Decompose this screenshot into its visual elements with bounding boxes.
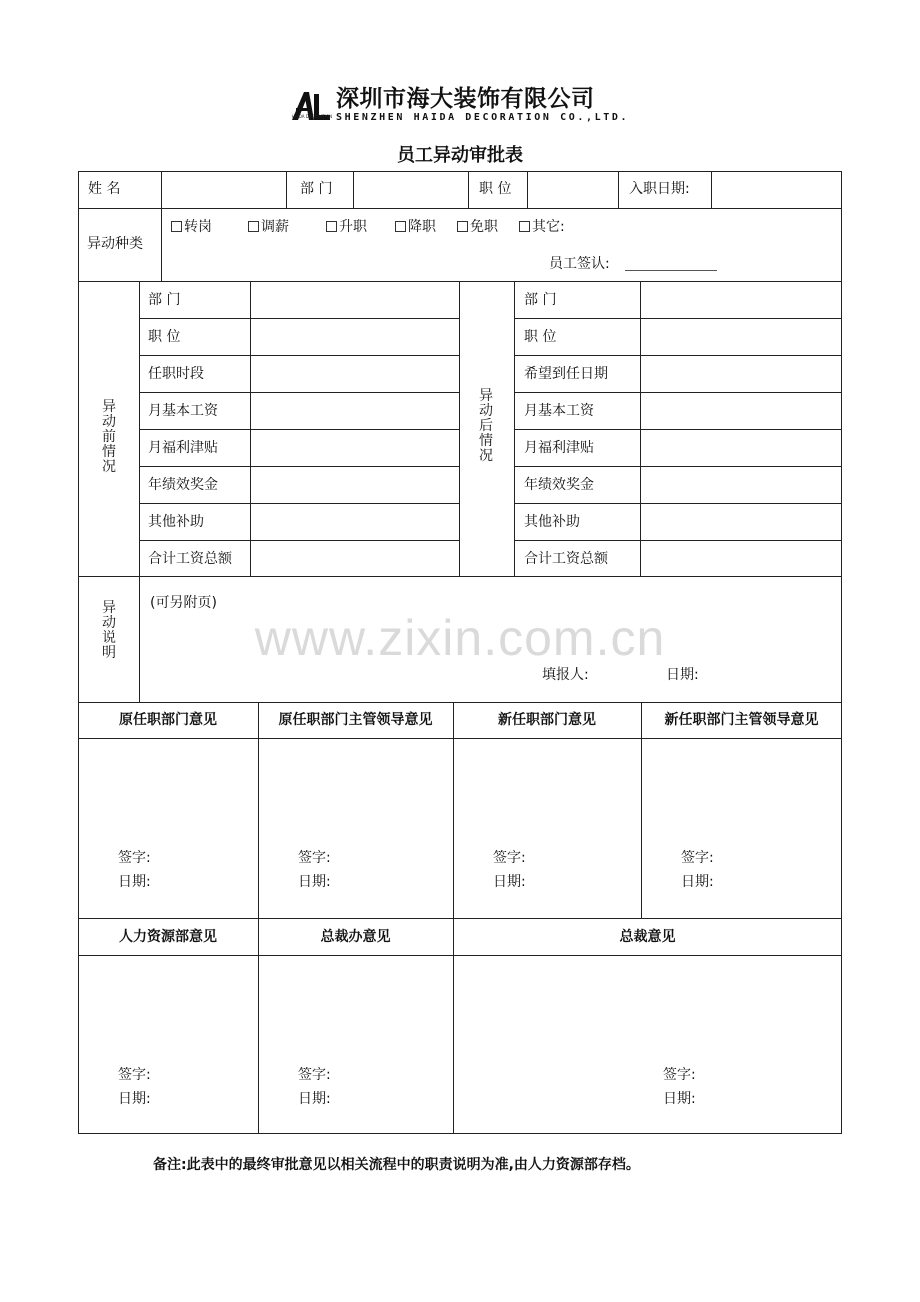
- row-line: [514, 466, 842, 467]
- row-line: [514, 503, 842, 504]
- watermark: www.zixin.com.cn: [254, 610, 666, 666]
- before-field-base-salary: 月基本工资: [148, 403, 218, 419]
- orig-dept-leader-opinion-header: 原任职部门主管领导意见: [278, 712, 433, 728]
- row-line: [78, 918, 842, 919]
- explanation-label: 异动说明: [102, 600, 116, 661]
- join-date-input[interactable]: [713, 179, 838, 199]
- employee-sign-label: 员工签认:: [549, 256, 610, 272]
- option-demotion[interactable]: [395, 217, 436, 237]
- option-label: 调薪: [261, 219, 289, 235]
- row-line: [139, 318, 459, 319]
- border-bottom: [78, 1133, 842, 1134]
- col-line: [618, 171, 619, 208]
- option-label: 转岗: [184, 219, 212, 235]
- checkbox-icon[interactable]: [519, 221, 530, 232]
- row-line: [139, 392, 459, 393]
- company-name-cn: 深圳市海大装饰有限公司: [336, 86, 595, 112]
- date-label: 日期:: [118, 874, 151, 890]
- date-label: 日期:: [663, 1091, 696, 1107]
- row-line: [514, 540, 842, 541]
- col-line: [286, 171, 287, 208]
- row-line: [139, 355, 459, 356]
- checkbox-icon[interactable]: [457, 221, 468, 232]
- sign-label: 签字:: [298, 850, 331, 866]
- after-field-position: 职 位: [524, 329, 557, 345]
- row-line: [139, 540, 459, 541]
- position-label: 职 位: [479, 181, 512, 197]
- col-line: [353, 171, 354, 208]
- col-line: [258, 702, 259, 1134]
- option-label: 升职: [339, 219, 367, 235]
- option-label: 其它:: [532, 219, 565, 235]
- reporter-label: 填报人:: [542, 667, 589, 683]
- president-opinion-header: 总裁意见: [619, 929, 676, 945]
- option-other[interactable]: [519, 217, 565, 237]
- option-salary-adjust[interactable]: [248, 217, 289, 237]
- col-line: [527, 171, 528, 208]
- col-line: [711, 171, 712, 208]
- join-date-label: 入职日期:: [629, 181, 690, 197]
- row-line: [78, 208, 842, 209]
- border-top: [78, 171, 842, 172]
- footnote: 备注:此表中的最终审批意见以相关流程中的职责说明为准,由人力资源部存档。: [153, 1157, 640, 1173]
- name-label: 姓 名: [88, 181, 121, 197]
- dept-label: 部 门: [300, 181, 333, 197]
- change-type-label: 异动种类: [87, 236, 143, 252]
- option-promotion[interactable]: [326, 217, 367, 237]
- date-label: 日期:: [298, 874, 331, 890]
- after-field-expected-date: 希望到任日期: [524, 366, 608, 382]
- after-field-total-salary: 合计工资总额: [524, 551, 608, 567]
- col-line: [161, 171, 162, 281]
- checkbox-icon[interactable]: [395, 221, 406, 232]
- after-section-label: 异动后情况: [479, 388, 493, 464]
- new-dept-opinion-header: 新任职部门意见: [498, 712, 596, 728]
- after-field-allowance: 月福利津贴: [524, 440, 594, 456]
- after-field-other-subsidy: 其他补助: [524, 514, 580, 530]
- sign-label: 签字:: [681, 850, 714, 866]
- checkbox-icon[interactable]: [248, 221, 259, 232]
- col-line: [459, 281, 460, 576]
- sign-label: 签字:: [663, 1067, 696, 1083]
- checkbox-icon[interactable]: [326, 221, 337, 232]
- row-line: [514, 355, 842, 356]
- after-field-base-salary: 月基本工资: [524, 403, 594, 419]
- before-field-other-subsidy: 其他补助: [148, 514, 204, 530]
- before-field-tenure: 任职时段: [148, 366, 204, 382]
- before-field-allowance: 月福利津贴: [148, 440, 218, 456]
- sign-label: 签字:: [118, 850, 151, 866]
- after-field-dept: 部 门: [524, 292, 557, 308]
- sign-label: 签字:: [493, 850, 526, 866]
- before-field-bonus: 年绩效奖金: [148, 477, 218, 493]
- option-label: 免职: [470, 219, 498, 235]
- row-line: [78, 576, 842, 577]
- dept-input[interactable]: [355, 179, 465, 199]
- col-line: [468, 171, 469, 208]
- explanation-date-label: 日期:: [666, 667, 699, 683]
- employee-sign-line[interactable]: [625, 270, 717, 271]
- hr-opinion-header: 人力资源部意见: [119, 929, 217, 945]
- option-label: 降职: [408, 219, 436, 235]
- explanation-note: (可另附页): [150, 595, 217, 611]
- date-label: 日期:: [493, 874, 526, 890]
- after-field-bonus: 年绩效奖金: [524, 477, 594, 493]
- sign-label: 签字:: [298, 1067, 331, 1083]
- row-line: [78, 955, 842, 956]
- before-field-dept: 部 门: [148, 292, 181, 308]
- option-transfer[interactable]: [171, 217, 212, 237]
- logo-subtext: HAIDA DECORATION: [291, 114, 333, 119]
- before-section-label: 异动前情况: [102, 399, 116, 475]
- row-line: [514, 318, 842, 319]
- company-logo-icon: [290, 86, 334, 126]
- name-value-input[interactable]: [163, 179, 283, 199]
- col-line: [453, 702, 454, 1134]
- row-line: [78, 281, 842, 282]
- sign-label: 签字:: [118, 1067, 151, 1083]
- row-line: [139, 429, 459, 430]
- option-dismissal[interactable]: [457, 217, 498, 237]
- date-label: 日期:: [298, 1091, 331, 1107]
- presidents-office-opinion-header: 总裁办意见: [320, 929, 391, 945]
- row-line: [139, 466, 459, 467]
- new-dept-leader-opinion-header: 新任职部门主管领导意见: [664, 712, 819, 728]
- checkbox-icon[interactable]: [171, 221, 182, 232]
- company-header: [0, 80, 920, 130]
- col-line: [641, 702, 642, 918]
- form-title: 员工异动审批表: [397, 145, 523, 166]
- row-line: [514, 429, 842, 430]
- row-line: [139, 503, 459, 504]
- row-line: [514, 392, 842, 393]
- position-input[interactable]: [529, 179, 615, 199]
- before-field-position: 职 位: [148, 329, 181, 345]
- date-label: 日期:: [681, 874, 714, 890]
- orig-dept-opinion-header: 原任职部门意见: [119, 712, 217, 728]
- row-line: [78, 738, 842, 739]
- row-line: [78, 702, 842, 703]
- company-name-en: SHENZHEN HAIDA DECORATION CO.,LTD.: [336, 112, 630, 123]
- before-field-total-salary: 合计工资总额: [148, 551, 232, 567]
- date-label: 日期:: [118, 1091, 151, 1107]
